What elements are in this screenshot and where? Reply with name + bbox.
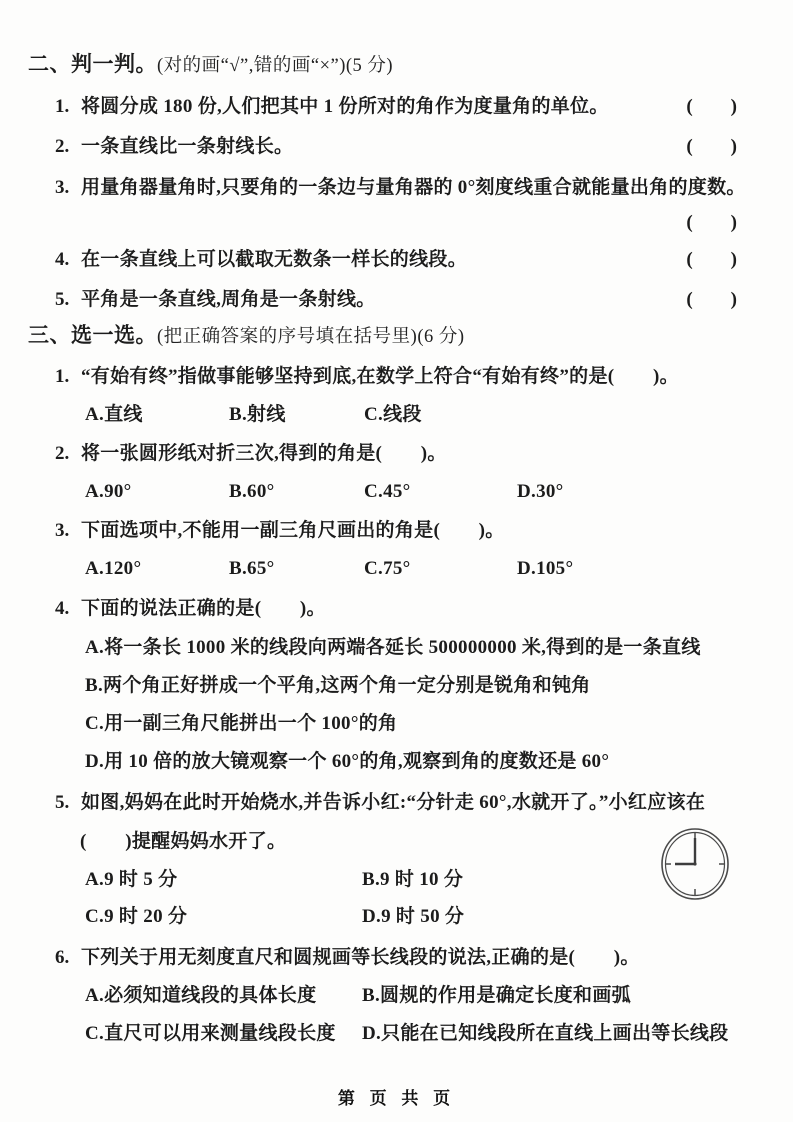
clock-image — [658, 826, 732, 902]
question-number: 6. — [55, 947, 70, 968]
choice-question-3 — [55, 519, 505, 543]
choice-question-1 — [55, 365, 679, 389]
question-number: 2. — [55, 443, 70, 464]
section-3-title: 三、选一选。 — [28, 323, 157, 347]
option-d: D.9 时 50 分 — [362, 906, 465, 927]
option-b: B.两个角正好拼成一个平角,这两个角一定分别是锐角和钝角 — [85, 675, 591, 696]
judge-item-3 — [55, 176, 746, 200]
option-d: D.只能在已知线段所在直线上画出等长线段 — [362, 1023, 729, 1044]
option-c: C.45° — [364, 481, 411, 502]
choice-question-5-options-row1 — [85, 868, 463, 892]
option-d: D.105° — [517, 558, 574, 579]
option-c: C.线段 — [364, 404, 422, 425]
page-footer: 第 页 共 页 — [337, 1089, 456, 1108]
question-number: 3. — [55, 520, 70, 541]
question-text: 将圆分成 180 份,人们把其中 1 份所对的角作为度量角的单位。 — [81, 96, 609, 117]
section-2-heading — [28, 52, 393, 78]
option-d: D.用 10 倍的放大镜观察一个 60°的角,观察到角的度数还是 60° — [85, 751, 610, 772]
option-a: A.9 时 5 分 — [85, 869, 178, 890]
option-b: B.圆规的作用是确定长度和画弧 — [362, 985, 631, 1006]
option-a: A.直线 — [85, 404, 143, 425]
answer-brackets: ( ) — [686, 212, 737, 233]
option-a: A.120° — [85, 558, 142, 579]
question-number: 2. — [55, 136, 70, 157]
choice-question-5 — [55, 791, 705, 815]
answer-brackets: ( ) — [686, 96, 737, 117]
choice-question-6 — [55, 946, 640, 970]
section-2-note: (对的画“√”,错的画“×”)(5 分) — [157, 56, 394, 76]
question-number: 3. — [55, 177, 70, 198]
choice-question-2 — [55, 442, 447, 466]
question-text: 下面的说法正确的是( )。 — [81, 598, 326, 619]
section-3-note: (把正确答案的序号填在括号里)(6 分) — [157, 327, 465, 347]
option-b: B.60° — [229, 481, 275, 502]
choice-question-1-options — [85, 403, 422, 427]
option-a: A.必须知道线段的具体长度 — [85, 985, 317, 1006]
question-text: 平角是一条直线,周角是一条射线。 — [81, 289, 376, 310]
option-a: A.将一条长 1000 米的线段向两端各延长 500000000 米,得到的是一条直线 — [85, 637, 701, 658]
question-number: 5. — [55, 289, 70, 310]
question-number: 1. — [55, 96, 70, 117]
choice-question-6-options-row1 — [85, 984, 631, 1008]
answer-brackets: ( ) — [686, 289, 737, 310]
section-3-heading — [28, 323, 465, 349]
judge-item-4 — [55, 248, 737, 272]
judge-item-5 — [55, 288, 737, 312]
choice-question-6-options-row2 — [85, 1022, 728, 1046]
question-text-line2: ( )提醒妈妈水开了。 — [80, 831, 287, 852]
question-text: 下面选项中,不能用一副三角尺画出的角是( )。 — [81, 520, 505, 541]
question-text: 在一条直线上可以截取无数条一样长的线段。 — [81, 249, 468, 270]
choice-question-5-options-row2 — [85, 905, 464, 929]
question-number: 1. — [55, 366, 70, 387]
question-text-line1: 如图,妈妈在此时开始烧水,并告诉小红:“分针走 60°,水就开了。”小红应该在 — [81, 792, 706, 813]
answer-brackets: ( ) — [686, 136, 737, 157]
question-text: 用量角器量角时,只要角的一条边与量角器的 0°刻度线重合就能量出角的度数。 — [81, 177, 746, 198]
question-number: 5. — [55, 792, 70, 813]
option-c: C.9 时 20 分 — [85, 906, 188, 927]
option-c: C.直尺可以用来测量线段长度 — [85, 1023, 336, 1044]
judge-item-2 — [55, 135, 737, 159]
question-text: 一条直线比一条射线长。 — [81, 136, 294, 157]
choice-question-4 — [55, 597, 326, 621]
option-b: B.9 时 10 分 — [362, 869, 464, 890]
option-b: B.65° — [229, 558, 275, 579]
question-text: 下列关于用无刻度直尺和圆规画等长线段的说法,正确的是( )。 — [81, 947, 640, 968]
question-number: 4. — [55, 249, 70, 270]
section-2-title: 二、判一判。 — [28, 52, 157, 76]
question-text: “有始有终”指做事能够坚持到底,在数学上符合“有始有终”的是( )。 — [81, 366, 679, 387]
question-number: 4. — [55, 598, 70, 619]
choice-question-2-options — [85, 480, 564, 504]
option-d: D.30° — [517, 481, 564, 502]
answer-brackets: ( ) — [686, 249, 737, 270]
choice-question-3-options — [85, 557, 573, 581]
judge-item-1 — [55, 95, 737, 119]
question-text: 将一张圆形纸对折三次,得到的角是( )。 — [81, 443, 447, 464]
clock-center — [693, 862, 696, 865]
option-c: C.用一副三角尺能拼出一个 100°的角 — [85, 713, 398, 734]
option-a: A.90° — [85, 481, 132, 502]
option-b: B.射线 — [229, 404, 286, 425]
option-c: C.75° — [364, 558, 411, 579]
